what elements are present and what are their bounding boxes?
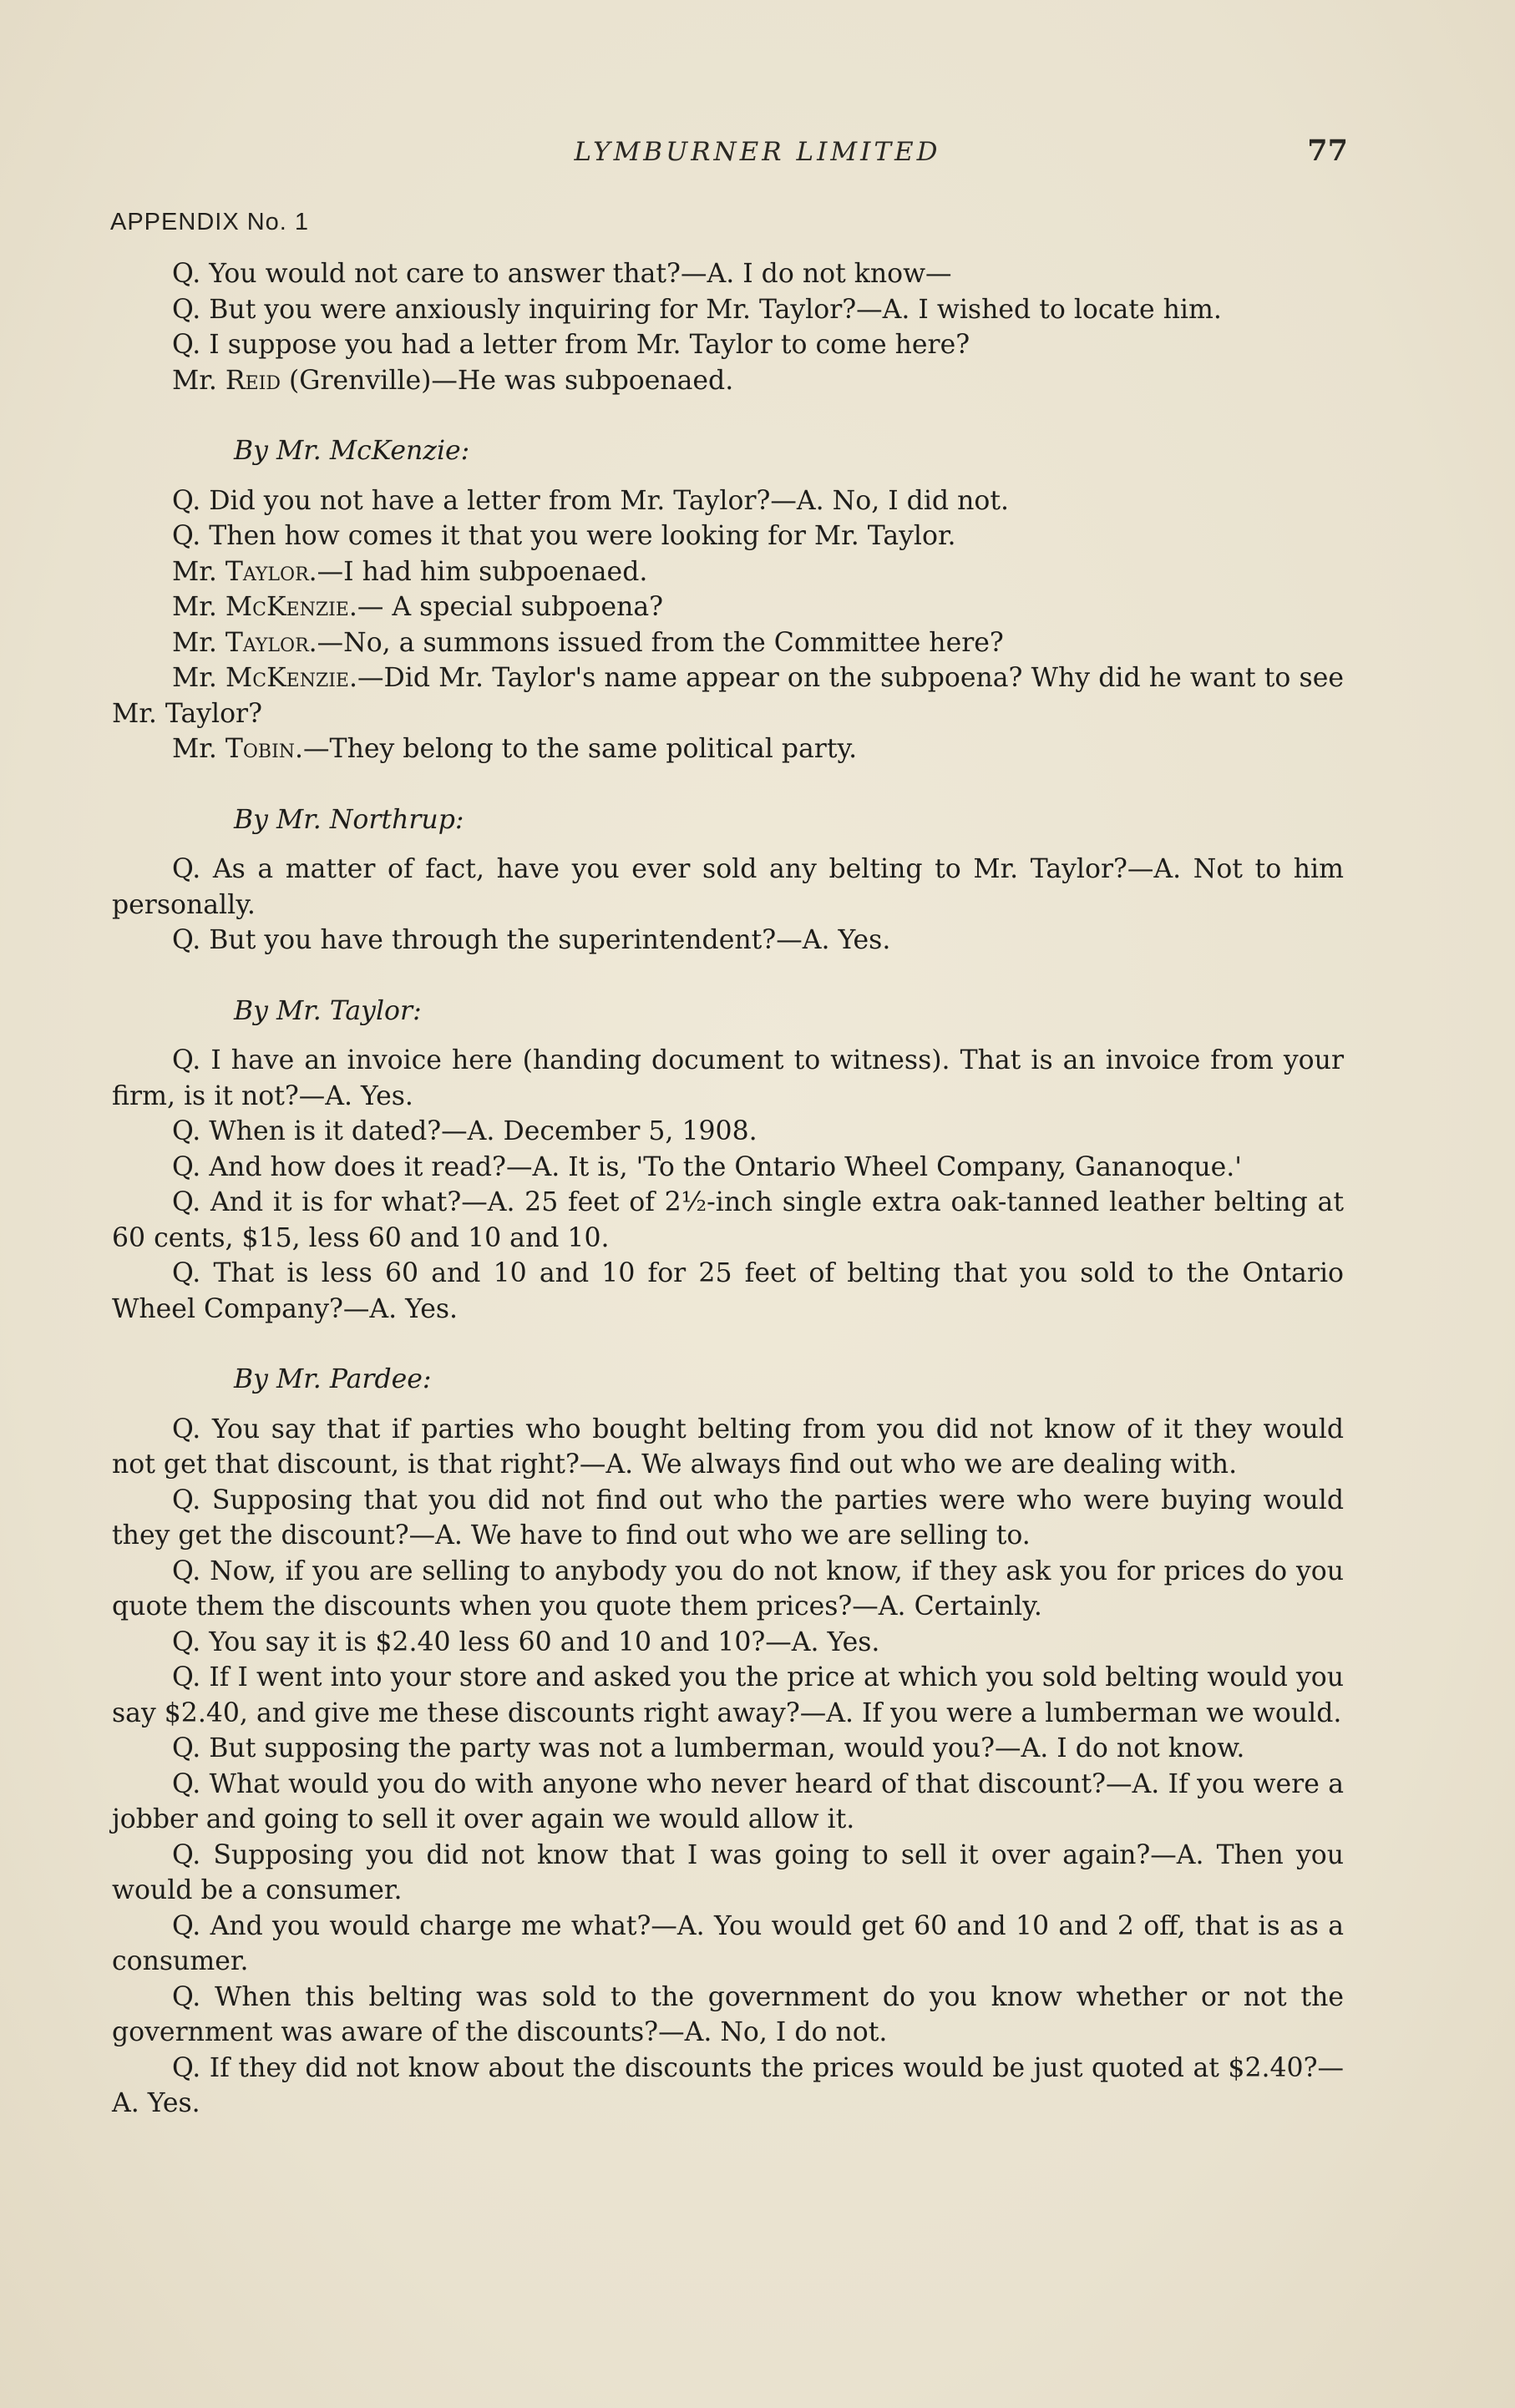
speaker-name: McKenzie	[225, 663, 349, 693]
question-answer: Q. Then how comes it that you were looking for Mr. Taylor.	[172, 521, 956, 551]
speaker-statement	[112, 731, 1344, 767]
examiner-heading: By Mr. Northrup:	[234, 804, 464, 835]
running-title: LYMBURNER LIMITED	[574, 137, 941, 167]
statement-text: (Grenville)—He was subpoenaed.	[281, 365, 734, 396]
speaker-statement	[112, 660, 1344, 731]
question-answer: Q. Supposing you did not know that I was going to sell it over again?—A. Then you would be a consumer.	[112, 1839, 1344, 1905]
examiner-heading: By Mr. Pardee:	[234, 1364, 432, 1394]
speaker-name: McKenzie	[225, 592, 349, 622]
speaker-prefix: Mr.	[172, 556, 225, 587]
question-answer: Q. If I went into your store and asked you the price at which you sold belting would you say $2.40, and give me these discounts right away?—A. If you were a lumberman we would.	[112, 1662, 1344, 1728]
question-answer: Q. You say it is $2.40 less 60 and 10 and 10?—A. Yes.	[172, 1626, 880, 1657]
question-answer: Q. But you were anxiously inquiring for Mr. Taylor?—A. I wished to locate him.	[172, 294, 1222, 325]
speaker-name: Taylor	[225, 556, 309, 587]
question-answer: Q. I suppose you had a letter from Mr. Taylor to come here?	[172, 330, 970, 360]
speaker-prefix: Mr.	[172, 734, 225, 764]
question-answer: Q. But supposing the party was not a lumberman, would you?—A. I do not know.	[172, 1733, 1245, 1763]
question-answer: Q. Now, if you are selling to anybody you do not know, if they ask you for prices do you quote them the discounts when you quote them prices?—A. Certainly.	[112, 1556, 1344, 1621]
speaker-prefix: Mr.	[172, 663, 226, 693]
speaker-prefix: Mr.	[172, 592, 225, 622]
speaker-statement	[112, 363, 1344, 399]
statement-text: .— A special subpoena?	[348, 592, 664, 622]
question-answer: Q. That is less 60 and 10 and 10 for 25 feet of belting that you sold to the Ontario Wheel Company?—A. Yes.	[112, 1258, 1344, 1324]
question-answer: Q. When is it dated?—A. December 5, 1908.	[172, 1116, 758, 1146]
speaker-prefix: Mr.	[172, 365, 225, 396]
question-answer: Q. You would not care to answer that?—A. I do not know—	[172, 259, 952, 289]
statement-text: .—I had him subpoenaed.	[308, 556, 648, 587]
question-answer: Q. What would you do with anyone who never heard of that discount?—A. If you were a jobber and going to sell it over again we would allow it.	[112, 1768, 1344, 1834]
examiner-heading: By Mr. Taylor:	[234, 995, 422, 1026]
question-answer: Q. And how does it read?—A. It is, 'To the Ontario Wheel Company, Gananoque.'	[172, 1151, 1242, 1182]
speaker-name: Taylor	[225, 627, 309, 658]
speaker-statement	[112, 589, 1344, 625]
question-answer: Q. Supposing that you did not find out who the parties were who were buying would they get the discount?—A. We have to find out who we are selling to.	[112, 1485, 1344, 1551]
statement-text: .—Did Mr. Taylor's name appear on the subpoena? Why did he want to see Mr. Taylor?	[112, 663, 1344, 729]
speaker-name: Reid	[225, 365, 281, 396]
speaker-statement	[112, 625, 1344, 661]
question-answer: Q. You say that if parties who bought belting from you did not know of it they would not get that discount, is that right?—A. We always find out who we are dealing with.	[112, 1414, 1344, 1480]
examiner-heading: By Mr. McKenzie:	[234, 436, 470, 466]
statement-text: .—No, a summons issued from the Committee here?	[308, 627, 1004, 658]
question-answer: Q. When this belting was sold to the government do you know whether or not the government was aware of the discounts?—A. No, I do not.	[112, 1981, 1344, 2047]
question-answer: Q. I have an invoice here (handing document to witness). That is an invoice from your firm, is it not?—A. Yes.	[112, 1045, 1344, 1111]
question-answer: Q. Did you not have a letter from Mr. Taylor?—A. No, I did not.	[172, 485, 1010, 516]
transcript-body	[112, 256, 1344, 2122]
question-answer: Q. If they did not know about the discounts the prices would be just quoted at $2.40?—A. Yes.	[112, 2052, 1344, 2118]
question-answer: Q. But you have through the superintendent?—A. Yes.	[172, 925, 891, 955]
speaker-name: Tobin	[225, 734, 296, 764]
appendix-label: APPENDIX No. 1	[110, 209, 310, 235]
page-number: 77	[1307, 134, 1348, 168]
question-answer: Q. And you would charge me what?—A. You would get 60 and 10 and 2 off, that is as a consumer.	[112, 1910, 1344, 1976]
question-answer: Q. And it is for what?—A. 25 feet of 2½-inch single extra oak-tanned leather belting at 60 cents, $15, less 60 and 10 and 10.	[112, 1187, 1344, 1253]
speaker-statement	[112, 554, 1344, 590]
speaker-prefix: Mr.	[172, 627, 225, 658]
statement-text: .—They belong to the same political party.	[295, 734, 858, 764]
question-answer: Q. As a matter of fact, have you ever sold any belting to Mr. Taylor?—A. Not to him personally.	[112, 854, 1344, 920]
